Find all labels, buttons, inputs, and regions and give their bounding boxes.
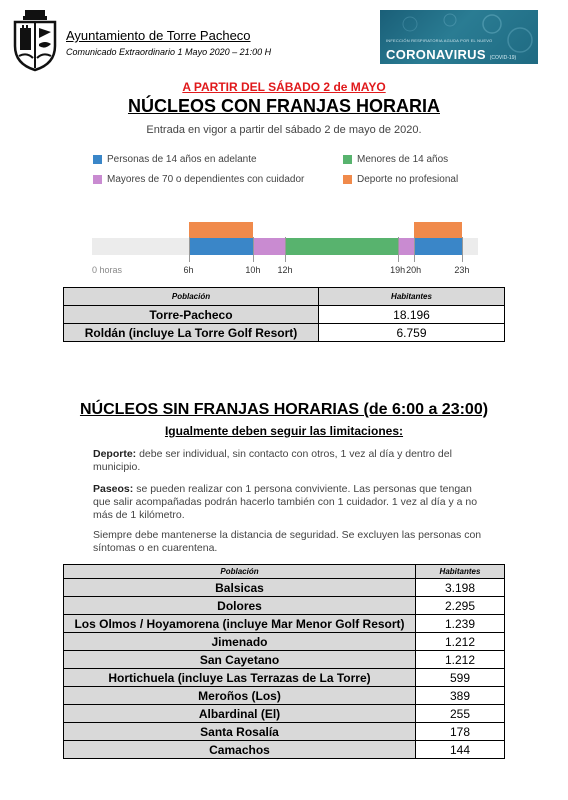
legend-item-adults	[93, 154, 257, 165]
column-header-inhabitants: Habitantes	[319, 288, 505, 306]
inhabitants-value: 1.239	[416, 615, 505, 633]
town-name: Los Olmos / Hoyamorena (incluye Mar Menor Golf Resort)	[64, 615, 416, 633]
timeline-tick-label: 12h	[277, 265, 293, 275]
legend-item-children	[343, 154, 448, 165]
coat-of-arms-logo	[11, 8, 59, 72]
timeline-segment	[253, 238, 285, 255]
population-table-with-slots	[63, 287, 505, 342]
safety-note: Siempre debe mantenerse la distancia de seguridad. Se excluyen las personas con síntomas o en cuarentena.	[93, 529, 482, 554]
inhabitants-value: 1.212	[416, 651, 505, 669]
legend-label: Mayores de 70 o dependientes con cuidador	[107, 174, 305, 185]
deporte-label: Deporte:	[93, 448, 137, 460]
deporte-paragraph	[93, 448, 483, 474]
inhabitants-value: 144	[416, 741, 505, 759]
table-row	[64, 306, 505, 324]
inhabitants-value: 255	[416, 705, 505, 723]
timeline-tick-label: 0 horas	[92, 265, 123, 275]
table-row	[64, 687, 505, 705]
timeline-segment	[189, 222, 253, 238]
banner-main-word: CORONAVIRUS	[386, 47, 486, 62]
timeline-tick-label: 19h	[390, 265, 406, 275]
table-row	[64, 651, 505, 669]
table-row	[64, 705, 505, 723]
timeline-tick	[398, 237, 399, 262]
table-row	[64, 579, 505, 597]
inhabitants-value: 1.212	[416, 633, 505, 651]
section1-subtitle: Entrada en vigor a partir del sábado 2 de mayo de 2020.	[146, 124, 422, 136]
paseos-paragraph	[93, 483, 483, 522]
banner-suffix: (COVID-19)	[489, 55, 517, 61]
timeline-tick-label: 20h	[406, 265, 422, 275]
town-name: Torre-Pacheco	[64, 306, 319, 324]
timeline-segment	[414, 222, 462, 238]
legend-item-elderly	[93, 174, 304, 185]
banner-main-text	[386, 47, 516, 62]
table-header-row	[64, 565, 505, 579]
inhabitants-value: 389	[416, 687, 505, 705]
inhabitants-value: 6.759	[319, 324, 505, 342]
timeline-tick	[414, 237, 415, 262]
town-name: Roldán (incluye La Torre Golf Resort)	[64, 324, 319, 342]
column-header-inhabitants: Habitantes	[416, 565, 505, 579]
timeline-tick-label: 10h	[245, 265, 261, 275]
timeline-tick	[462, 237, 463, 262]
section2-title: NÚCLEOS SIN FRANJAS HORARIAS (de 6:00 a 23:00)	[79, 401, 489, 418]
header-subtitle: Comunicado Extraordinario 1 Mayo 2020 – 21:00 H	[66, 47, 272, 57]
town-name: Dolores	[64, 597, 416, 615]
timeline-tick	[189, 237, 190, 262]
town-name: Meroños (Los)	[64, 687, 416, 705]
header-title: Ayuntamiento de Torre Pacheco	[66, 28, 251, 43]
town-name: Santa Rosalía	[64, 723, 416, 741]
legend-swatch	[343, 175, 352, 184]
section2-subtitle: Igualmente deben seguir las limitaciones:	[164, 424, 404, 438]
town-name: Camachos	[64, 741, 416, 759]
town-name: Balsicas	[64, 579, 416, 597]
table-row	[64, 597, 505, 615]
legend-label: Personas de 14 años en adelante	[107, 154, 257, 165]
table-row	[64, 633, 505, 651]
column-header-population: Población	[64, 288, 319, 306]
table-row	[64, 723, 505, 741]
table-row	[64, 741, 505, 759]
legend-label: Deporte no profesional	[357, 174, 459, 185]
timeline-segment	[189, 238, 253, 255]
coronavirus-banner	[380, 10, 538, 64]
table-row	[64, 615, 505, 633]
legend-swatch	[93, 175, 102, 184]
timeline-segment	[398, 238, 414, 255]
timeline-segment	[414, 238, 462, 255]
town-name: San Cayetano	[64, 651, 416, 669]
inhabitants-value: 18.196	[319, 306, 505, 324]
timeline-tick-label: 23h	[454, 265, 470, 275]
population-table-without-slots	[63, 564, 505, 759]
inhabitants-value: 2.295	[416, 597, 505, 615]
timeline-tick	[253, 237, 254, 262]
timeline-segment	[285, 238, 398, 255]
inhabitants-value: 3.198	[416, 579, 505, 597]
inhabitants-value: 178	[416, 723, 505, 741]
legend-item-sport	[343, 174, 458, 185]
effective-date: A PARTIR DEL SÁBADO 2 de MAYO	[182, 80, 386, 94]
legend-label: Menores de 14 años	[357, 154, 449, 165]
time-slot-timeline	[92, 218, 482, 278]
town-name: Hortichuela (incluye Las Terrazas de La Torre)	[64, 669, 416, 687]
legend-swatch	[93, 155, 102, 164]
table-row	[64, 669, 505, 687]
table-header-row	[64, 288, 505, 306]
deporte-text: debe ser individual, sin contacto con otros, 1 vez al día y dentro del municipio.	[93, 448, 452, 473]
column-header-population: Población	[64, 565, 416, 579]
section1-title: NÚCLEOS CON FRANJAS HORARIA	[127, 96, 440, 116]
banner-top-text: INFECCIÓN RESPIRATORIA AGUDA POR EL NUEVO	[386, 38, 493, 43]
paseos-label: Paseos:	[93, 483, 134, 495]
town-name: Albardinal (El)	[64, 705, 416, 723]
timeline-tick-label: 6h	[183, 265, 194, 275]
town-name: Jimenado	[64, 633, 416, 651]
table-row	[64, 324, 505, 342]
inhabitants-value: 599	[416, 669, 505, 687]
paseos-text: se pueden realizar con 1 persona conviviente. Las personas que tengan que salir acompañadas podrán hacerlo también con 1 cuidador. 1 vez al día y a no más de 1 kilómetro.	[93, 483, 478, 521]
legend-swatch	[343, 155, 352, 164]
timeline-tick	[285, 237, 286, 262]
